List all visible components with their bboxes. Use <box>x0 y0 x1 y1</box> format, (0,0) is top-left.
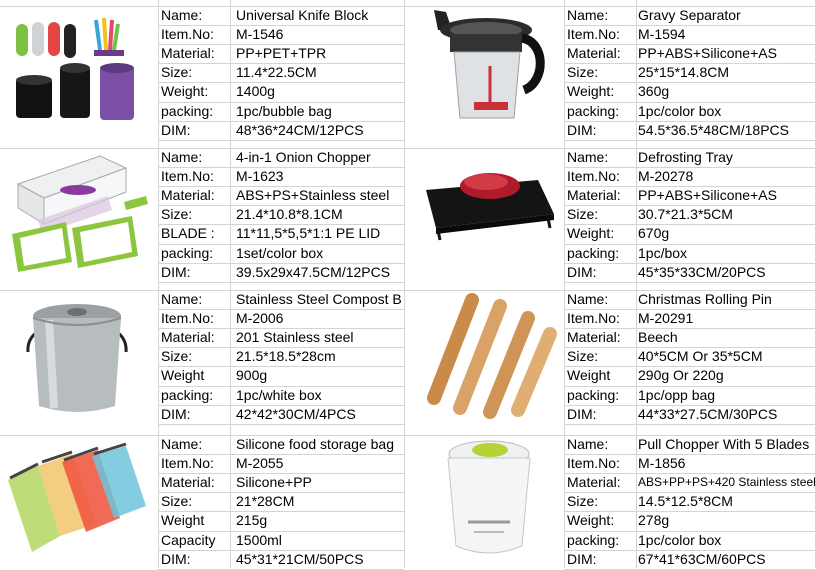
spec-row <box>564 347 816 366</box>
spec-label: Size: <box>567 348 599 365</box>
gridline <box>564 328 816 329</box>
gridline <box>564 454 816 455</box>
spec-value: PP+ABS+Silicone+AS <box>638 45 777 62</box>
spec-label: DIM: <box>161 405 191 422</box>
gridline <box>158 167 404 168</box>
gridline <box>158 205 404 206</box>
spec-label: DIM: <box>567 405 597 422</box>
gridline <box>564 244 816 245</box>
spec-value: 1pc/color box <box>638 102 722 119</box>
pull-chopper-image <box>434 436 544 566</box>
spec-value: Defrosting Tray <box>638 149 733 165</box>
spec-label: Material: <box>567 45 621 62</box>
spec-value: 360g <box>638 83 670 100</box>
spec-label: DIM: <box>161 263 191 280</box>
compost-bin-image <box>14 290 140 420</box>
spec-label: Name: <box>567 7 609 23</box>
spec-row <box>564 25 816 44</box>
spec-value: 11.4*22.5CM <box>236 64 317 81</box>
gridline <box>564 405 816 406</box>
spec-row <box>158 309 404 328</box>
spec-row <box>158 167 404 186</box>
spec-value: 54.5*36.5*48CM/18PCS <box>638 121 789 138</box>
gridline <box>564 550 816 551</box>
gridline <box>564 44 816 45</box>
spec-row <box>158 454 404 473</box>
spec-value: M-1546 <box>236 26 284 43</box>
gridline <box>564 224 816 225</box>
spec-value: 670g <box>638 225 670 242</box>
gridline <box>564 282 816 283</box>
gridline <box>0 148 404 149</box>
gridline <box>158 121 404 122</box>
spec-label: DIM: <box>161 550 191 567</box>
spec-label: Material: <box>161 474 215 491</box>
gridline <box>158 244 404 245</box>
spec-row <box>564 205 816 224</box>
spec-label: BLADE : <box>161 225 215 242</box>
spec-label: packing: <box>161 102 214 119</box>
spec-value: 1pc/white box <box>236 386 322 403</box>
gridline <box>564 205 816 206</box>
gridline <box>564 25 816 26</box>
spec-row <box>158 473 404 492</box>
spec-value: ABS+PP+PS+420 Stainless steel <box>638 475 816 490</box>
spec-row <box>564 328 816 347</box>
gridline <box>404 0 405 568</box>
spec-label: Size: <box>567 493 599 510</box>
gridline <box>564 347 816 348</box>
spec-row <box>158 224 404 243</box>
spec-label: Weight <box>567 367 611 384</box>
spec-row <box>564 102 816 121</box>
spec-row <box>564 244 816 263</box>
spec-label: Name: <box>161 291 203 307</box>
spec-label: packing: <box>567 244 620 261</box>
spec-value: 42*42*30CM/4PCS <box>236 405 356 422</box>
gridline <box>0 435 404 436</box>
spec-value: 45*31*21CM/50PCS <box>236 550 364 567</box>
gridline <box>158 550 404 551</box>
gridline <box>564 82 816 83</box>
spec-label: Item.No: <box>161 455 214 472</box>
spec-row <box>158 328 404 347</box>
gridline <box>564 309 816 310</box>
spec-label: packing: <box>161 386 214 403</box>
spec-row <box>564 121 816 140</box>
spec-label: Item.No: <box>567 455 620 472</box>
spec-label: Item.No: <box>567 168 620 185</box>
spec-row <box>564 148 816 167</box>
gridline <box>564 186 816 187</box>
spec-value: 1pc/bubble bag <box>236 102 332 119</box>
spec-row <box>564 82 816 101</box>
spec-row <box>158 102 404 121</box>
spec-value: 67*41*63CM/60PCS <box>638 550 766 567</box>
spec-label: Weight <box>161 367 205 384</box>
spec-row <box>564 405 816 424</box>
spec-row <box>564 186 816 205</box>
knife-block-image <box>10 16 150 124</box>
spec-value: 11*11,5*5,5*1:1 PE LID <box>236 225 381 242</box>
spec-value: 40*5CM Or 35*5CM <box>638 348 763 365</box>
gridline <box>158 511 404 512</box>
spec-row <box>158 435 404 454</box>
spec-label: DIM: <box>567 263 597 280</box>
spec-label: Size: <box>161 493 193 510</box>
spec-value: M-1594 <box>638 26 686 43</box>
spec-value: 1pc/opp bag <box>638 386 716 403</box>
spec-row <box>564 6 816 25</box>
spec-value: 1pc/color box <box>638 531 722 548</box>
spec-label: packing: <box>161 244 214 261</box>
spec-value: 215g <box>236 512 268 529</box>
gridline <box>564 531 816 532</box>
gridline <box>158 44 404 45</box>
spec-row <box>158 186 404 205</box>
spec-row <box>564 473 816 492</box>
spec-value: 30.7*21.3*5CM <box>638 206 733 223</box>
gridline <box>158 63 404 64</box>
spec-row <box>158 121 404 140</box>
gridline <box>564 424 816 425</box>
gridline <box>564 386 816 387</box>
spec-row <box>158 386 404 405</box>
spec-value: 39.5x29x47.5CM/12PCS <box>236 263 391 280</box>
gridline <box>158 82 404 83</box>
spec-label: Size: <box>161 206 193 223</box>
spec-row <box>158 550 404 569</box>
gridline <box>404 148 816 149</box>
spec-label: Material: <box>161 329 215 346</box>
spec-row <box>158 244 404 263</box>
spec-value: PP+PET+TPR <box>236 45 327 62</box>
spec-row <box>564 44 816 63</box>
gridline <box>158 347 404 348</box>
spec-value: 1500ml <box>236 531 282 548</box>
spec-label: Material: <box>161 45 215 62</box>
spec-row <box>158 531 404 550</box>
gridline <box>158 263 404 264</box>
spec-label: Item.No: <box>161 310 214 327</box>
defrosting-tray-image <box>418 158 558 242</box>
spec-label: Size: <box>567 64 599 81</box>
spec-value: Stainless Steel Compost B <box>236 291 402 307</box>
spec-value: 201 Stainless steel <box>236 329 354 346</box>
spec-row <box>564 492 816 511</box>
spec-label: Item.No: <box>161 168 214 185</box>
spec-row <box>564 167 816 186</box>
spec-label: Material: <box>567 187 621 204</box>
spec-label: packing: <box>567 386 620 403</box>
spec-row <box>158 205 404 224</box>
spec-label: Weight <box>161 512 205 529</box>
spec-value: 25*15*14.8CM <box>638 64 730 81</box>
spec-row <box>158 366 404 385</box>
spec-row <box>564 366 816 385</box>
gridline <box>564 492 816 493</box>
spec-value: 14.5*12.5*8CM <box>638 493 733 510</box>
gridline <box>158 473 404 474</box>
spec-value: Christmas Rolling Pin <box>638 291 772 307</box>
spec-label: Weight: <box>567 512 615 529</box>
spec-row <box>564 550 816 569</box>
spec-value: Pull Chopper With 5 Blades <box>638 436 810 452</box>
spec-label: Item.No: <box>567 310 620 327</box>
gridline <box>158 492 404 493</box>
spec-row <box>158 347 404 366</box>
spec-value: M-20278 <box>638 168 694 185</box>
silicone-bag-image <box>2 440 156 564</box>
gridline <box>158 328 404 329</box>
spec-label: packing: <box>567 531 620 548</box>
spec-label: Item.No: <box>567 26 620 43</box>
spec-row <box>158 82 404 101</box>
spec-value: 900g <box>236 367 268 384</box>
spec-value: 45*35*33CM/20PCS <box>638 263 766 280</box>
gridline <box>158 386 404 387</box>
gridline <box>158 531 404 532</box>
spec-value: 44*33*27.5CM/30PCS <box>638 405 778 422</box>
spec-value: PP+ABS+Silicone+AS <box>638 187 777 204</box>
spec-label: Size: <box>161 64 193 81</box>
gridline <box>158 366 404 367</box>
spec-label: Weight: <box>567 225 615 242</box>
spec-value: M-1856 <box>638 455 686 472</box>
spec-label: packing: <box>567 102 620 119</box>
spec-row <box>158 405 404 424</box>
gridline <box>564 473 816 474</box>
spec-row <box>564 531 816 550</box>
spec-row <box>158 148 404 167</box>
spec-value: Silicone+PP <box>236 474 312 491</box>
spec-value: 278g <box>638 512 670 529</box>
gridline <box>564 121 816 122</box>
spec-label: Name: <box>567 149 609 165</box>
spec-label: Size: <box>161 348 193 365</box>
gridline <box>564 167 816 168</box>
spec-row <box>158 492 404 511</box>
spec-label: DIM: <box>161 121 191 138</box>
spec-row <box>564 386 816 405</box>
rolling-pin-image <box>414 290 560 420</box>
gridline <box>404 6 816 7</box>
onion-chopper-image <box>8 150 152 276</box>
spec-label: DIM: <box>567 121 597 138</box>
gravy-separator-image <box>424 6 550 130</box>
spec-value: 4-in-1 Onion Chopper <box>236 149 371 165</box>
gridline <box>158 224 404 225</box>
gridline <box>564 102 816 103</box>
spec-row <box>158 44 404 63</box>
gridline <box>158 282 404 283</box>
spec-row <box>158 511 404 530</box>
spec-value: 21*28CM <box>236 493 295 510</box>
spec-row <box>564 511 816 530</box>
gridline <box>158 454 404 455</box>
spec-label: Name: <box>567 291 609 307</box>
gridline <box>158 140 404 141</box>
spec-row <box>564 309 816 328</box>
spec-value: Universal Knife Block <box>236 7 369 23</box>
spec-value: Silicone food storage bag <box>236 436 394 452</box>
spec-value: 1400g <box>236 83 275 100</box>
spec-row <box>564 63 816 82</box>
spec-label: Weight: <box>567 83 615 100</box>
spec-value: Beech <box>638 329 678 346</box>
spec-label: Material: <box>567 329 621 346</box>
spec-label: Name: <box>161 7 203 23</box>
spec-row <box>158 290 404 309</box>
gridline <box>564 63 816 64</box>
spec-row <box>564 435 816 454</box>
gridline <box>404 290 816 291</box>
spec-row <box>158 6 404 25</box>
spec-value: 1set/color box <box>236 244 324 261</box>
gridline <box>0 290 404 291</box>
gridline <box>158 405 404 406</box>
spec-row <box>564 224 816 243</box>
spec-value: M-2055 <box>236 455 284 472</box>
spec-label: Material: <box>161 187 215 204</box>
spec-value: M-2006 <box>236 310 284 327</box>
spec-label: Size: <box>567 206 599 223</box>
gridline <box>0 6 404 7</box>
spec-label: DIM: <box>567 550 597 567</box>
spec-label: Name: <box>161 149 203 165</box>
spec-value: 21.4*10.8*8.1CM <box>236 206 343 223</box>
spec-value: Gravy Separator <box>638 7 741 23</box>
gridline <box>158 424 404 425</box>
gridline <box>564 263 816 264</box>
gridline <box>158 102 404 103</box>
spec-value: M-1623 <box>236 168 284 185</box>
spec-value: 21.5*18.5*28cm <box>236 348 336 365</box>
spec-row <box>564 263 816 282</box>
gridline <box>564 511 816 512</box>
spec-label: Name: <box>161 436 203 452</box>
gridline <box>564 140 816 141</box>
spec-row <box>564 454 816 473</box>
spec-label: Weight: <box>161 83 209 100</box>
spec-label: Material: <box>567 474 621 491</box>
spec-row <box>158 63 404 82</box>
spec-label: Item.No: <box>161 26 214 43</box>
gridline <box>158 309 404 310</box>
spec-value: 290g Or 220g <box>638 367 724 384</box>
spec-row <box>564 290 816 309</box>
gridline <box>564 366 816 367</box>
gridline <box>158 186 404 187</box>
spec-value: ABS+PS+Stainless steel <box>236 187 390 204</box>
spec-row <box>158 263 404 282</box>
spec-label: Capacity <box>161 531 216 548</box>
gridline <box>404 435 816 436</box>
spec-value: M-20291 <box>638 310 694 327</box>
spec-label: Name: <box>567 436 609 452</box>
spec-row <box>158 25 404 44</box>
spec-value: 1pc/box <box>638 244 688 261</box>
gridline <box>158 25 404 26</box>
spec-value: 48*36*24CM/12PCS <box>236 121 364 138</box>
